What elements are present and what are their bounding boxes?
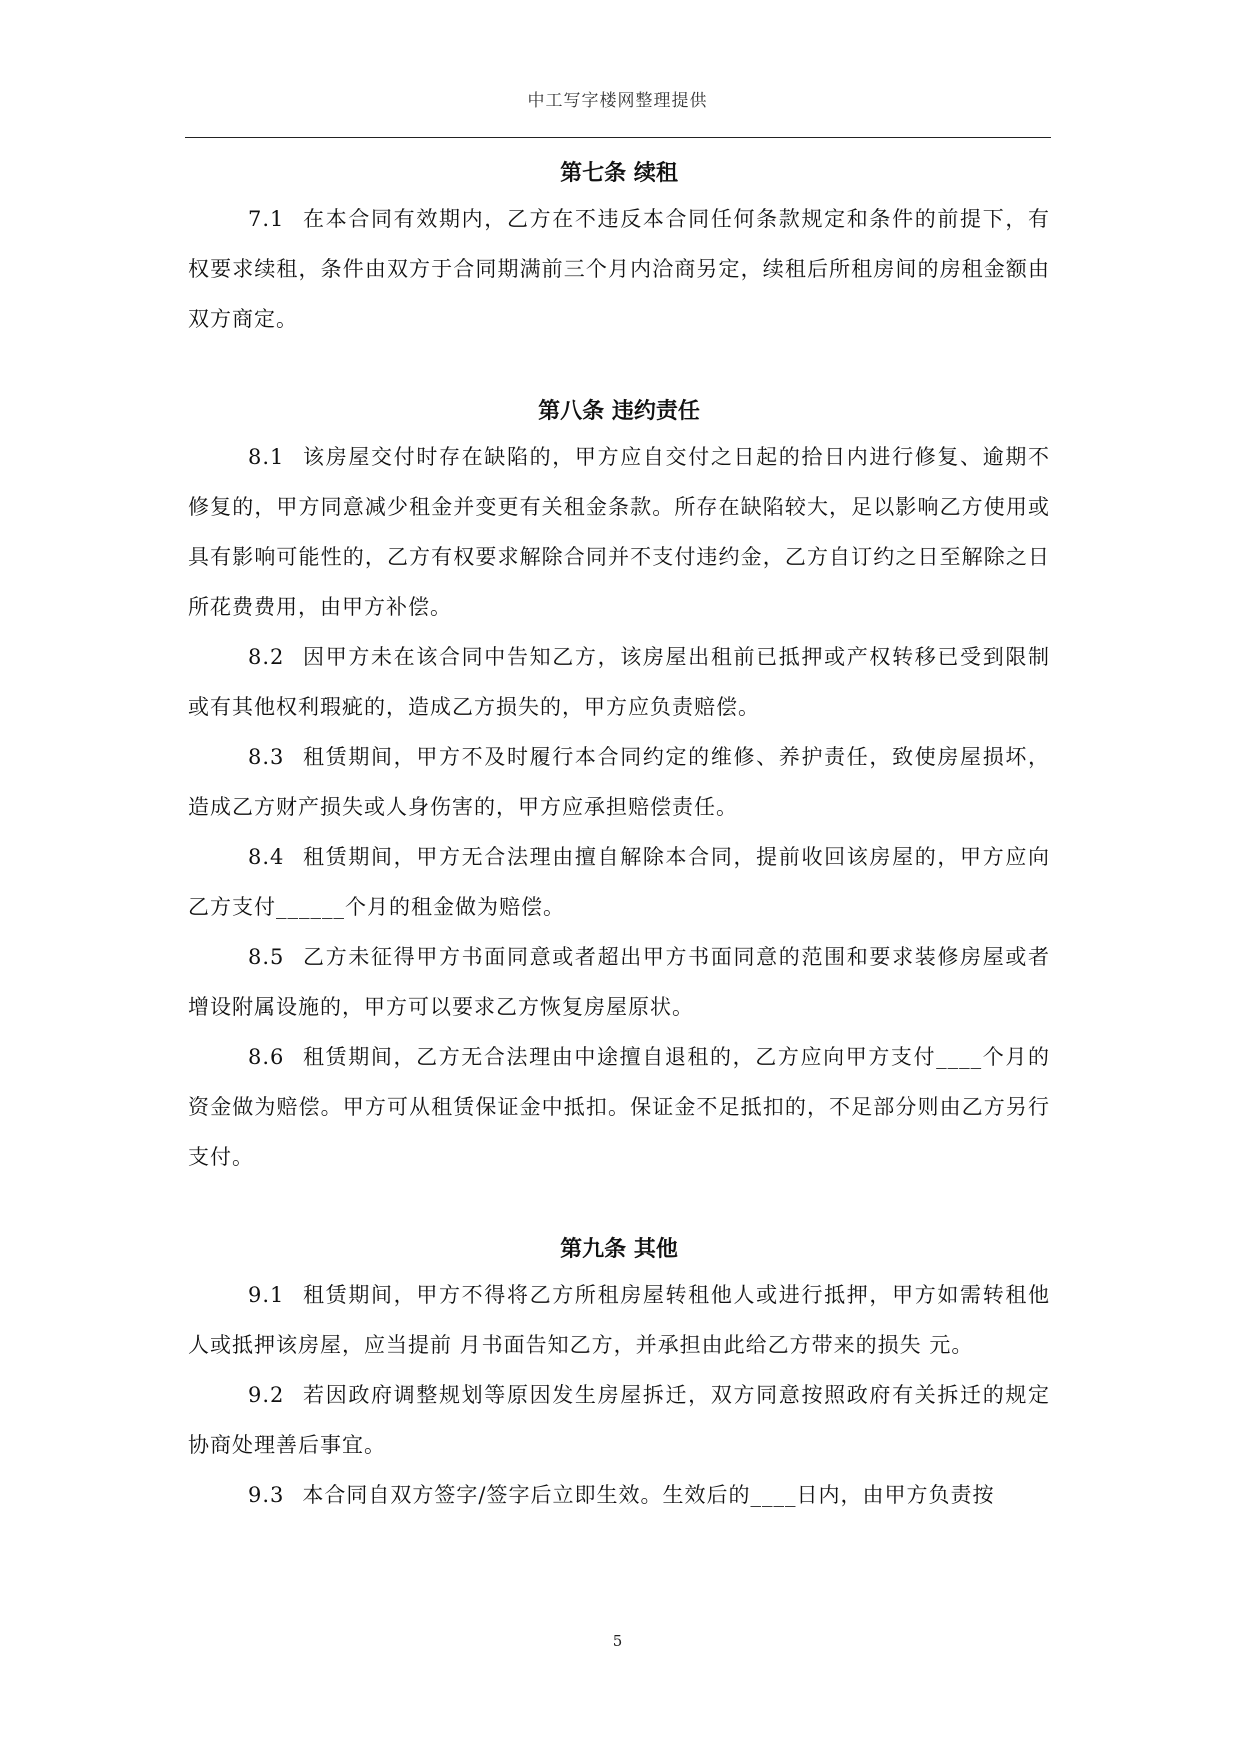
clause-number: 8.1 <box>248 445 285 469</box>
clause-8-5 <box>188 932 1050 1032</box>
clause-7-1 <box>188 194 1050 344</box>
clause-text: 租赁期间，乙方无合法理由中途擅自退租的，乙方应向甲方支付____个月的资金做为赔偿。甲方可从租赁保证金中抵扣。保证金不足抵扣的，不足部分则由乙方另行支付。 <box>188 1045 1050 1169</box>
clause-number: 9.2 <box>248 1383 285 1407</box>
clause-text: 若因政府调整规划等原因发生房屋拆迁，双方同意按照政府有关拆迁的规定协商处理善后事宜。 <box>188 1383 1050 1457</box>
clause-text: 该房屋交付时存在缺陷的，甲方应自交付之日起的拾日内进行修复、逾期不修复的，甲方同意减少租金并变更有关租金条款。所存在缺陷较大，足以影响乙方使用或具有影响可能性的，乙方有权要求解除合同并不支付违约金，乙方自订约之日至解除之日所花费费用，由甲方补偿。 <box>188 445 1050 619</box>
clause-text: 本合同自双方签字/签字后立即生效。生效后的____日内，由甲方负责按 <box>302 1483 995 1507</box>
clause-number: 8.6 <box>248 1045 285 1069</box>
clause-9-1 <box>188 1270 1050 1370</box>
clause-number: 9.1 <box>248 1283 285 1307</box>
clause-8-3 <box>188 732 1050 832</box>
clause-8-1 <box>188 432 1050 632</box>
clause-text: 乙方未征得甲方书面同意或者超出甲方书面同意的范围和要求装修房屋或者增设附属设施的，甲方可以要求乙方恢复房屋原状。 <box>188 945 1050 1019</box>
clause-number: 7.1 <box>248 207 285 231</box>
header-divider <box>185 137 1051 138</box>
running-header: 中工写字楼网整理提供 <box>527 91 708 111</box>
clause-text: 租赁期间，甲方不得将乙方所租房屋转租他人或进行抵押，甲方如需转租他人或抵押该房屋，应当提前 月书面告知乙方，并承担由此给乙方带来的损失 元。 <box>188 1283 1050 1357</box>
clause-text: 租赁期间，甲方无合法理由擅自解除本合同，提前收回该房屋的，甲方应向乙方支付______个月的租金做为赔偿。 <box>188 845 1050 919</box>
clause-number: 9.3 <box>248 1483 285 1507</box>
clause-8-6 <box>188 1032 1050 1182</box>
clause-9-2 <box>188 1370 1050 1470</box>
clause-number: 8.3 <box>248 745 285 769</box>
section-title-8: 第八条 违约责任 <box>538 399 700 424</box>
page-number: 5 <box>612 1632 623 1650</box>
clause-8-2 <box>188 632 1050 732</box>
clause-text: 因甲方未在该合同中告知乙方，该房屋出租前已抵押或产权转移已受到限制或有其他权利瑕疵的，造成乙方损失的，甲方应负责赔偿。 <box>188 645 1050 719</box>
clause-8-4 <box>188 832 1050 932</box>
clause-number: 8.4 <box>248 845 285 869</box>
clause-text: 租赁期间，甲方不及时履行本合同约定的维修、养护责任，致使房屋损坏，造成乙方财产损失或人身伤害的，甲方应承担赔偿责任。 <box>188 745 1050 819</box>
clause-number: 8.2 <box>248 645 285 669</box>
section-title-7: 第七条 续租 <box>560 161 678 186</box>
section-title-9: 第九条 其他 <box>560 1237 678 1262</box>
clause-number: 8.5 <box>248 945 285 969</box>
clause-9-3 <box>188 1470 1050 1520</box>
document-body <box>188 154 1050 1520</box>
clause-text: 在本合同有效期内，乙方在不违反本合同任何条款规定和条件的前提下，有权要求续租，条件由双方于合同期满前三个月内洽商另定，续租后所租房间的房租金额由双方商定。 <box>188 207 1050 331</box>
